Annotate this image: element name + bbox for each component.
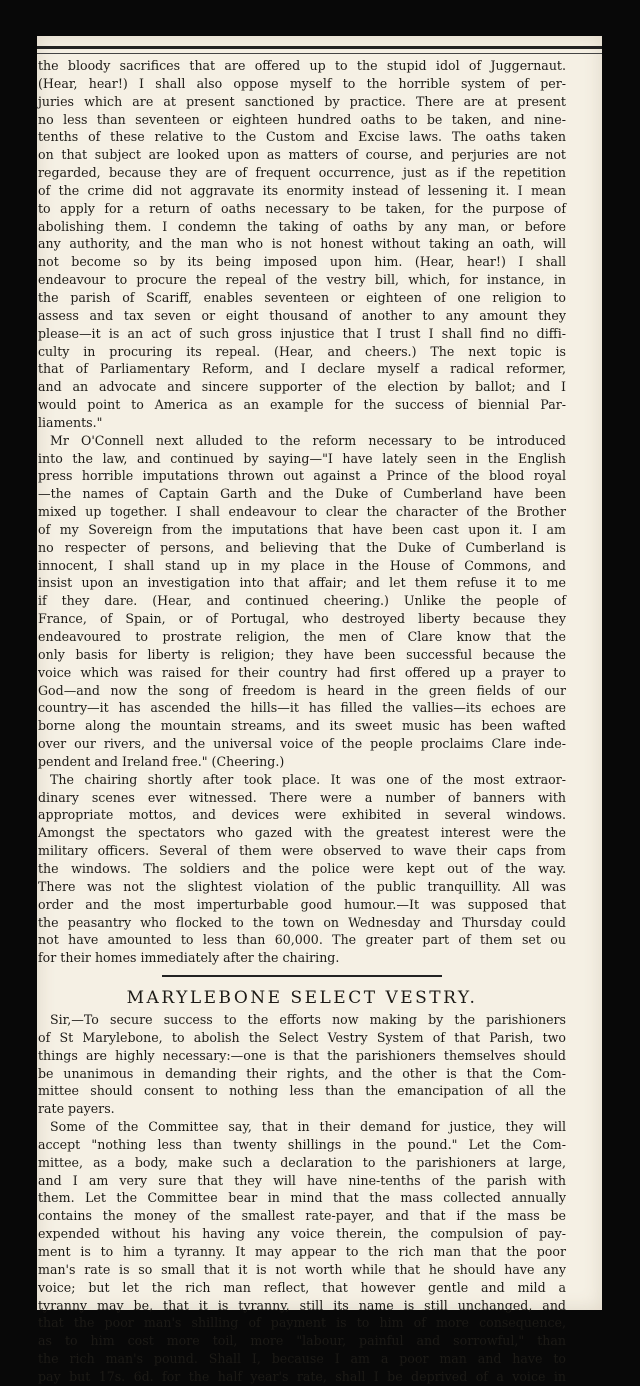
- text-line: culty in procuring its repeal. (Hear, and cheers.) The next topic is: [38, 343, 566, 359]
- text-line: endeavoured to prostrate religion, the men of Clare know that the: [38, 629, 566, 644]
- text-line: contains the money of the smallest rate-payer, and that if the mass be: [38, 1208, 566, 1224]
- article-marylebone-vestry: [38, 1011, 566, 1386]
- text-line: juries which are at present sanctioned by practice. There are at present: [38, 93, 566, 109]
- text-line: mixed up together. I shall endeavour to clear the character of the Brother: [38, 504, 566, 520]
- text-line: tyranny may be, that it is tyranny, still its name is still unchanged, and: [38, 1297, 566, 1313]
- text-line: dinary scenes ever witnessed. There were a number of banners with: [38, 789, 566, 805]
- text-line: over our rivers, and the universal voice of the people proclaims Clare inde-: [38, 736, 566, 752]
- text-line: into the law, and continued by saying—"I have lately seen in the English: [38, 450, 566, 466]
- text-line: (Hear, hear!) I shall also oppose myself to the horrible system of per-: [38, 75, 566, 91]
- text-line: liaments.": [38, 414, 103, 430]
- text-line: and an advocate and sincere supporter of the election by ballot; and I: [38, 379, 566, 395]
- text-line: press horrible imputations thrown out against a Prince of the blood royal: [38, 468, 566, 484]
- text-line: of the crime did not aggravate its enormity instead of lessening it. I mean: [38, 182, 566, 198]
- text-line: appropriate mottos, and devices were exhibited in several windows.: [38, 807, 566, 823]
- text-line: no less than seventeen or eighteen hundred oaths to be taken, and nine-: [38, 111, 566, 127]
- text-line: only basis for liberty is religion; they have been successful because the: [38, 646, 566, 662]
- newspaper-clipping: [37, 36, 602, 1384]
- text-line: for their homes immediately after the chairing.: [38, 950, 340, 966]
- text-line: insist upon an investigation into that affair; and let them refuse it to me: [38, 575, 566, 591]
- text-line: order and the most imperturbable good humour.—It was supposed that: [38, 896, 566, 912]
- text-line: tenths of these relative to the Custom and Excise laws. The oaths taken: [38, 129, 566, 145]
- top-rule: [37, 46, 602, 54]
- text-line: The chairing shortly after took place. It was one of the most extraor-: [50, 771, 566, 787]
- text-line: on that subject are looked upon as matters of course, and perjuries are not: [38, 147, 566, 163]
- text-line: things are highly necessary:—one is that the parishioners themselves should: [38, 1047, 566, 1063]
- text-line: as to him cost more toil, more "labour, painful and sorrowful," than: [38, 1333, 566, 1349]
- text-line: mittee should consent to nothing less than the emancipation of all the: [38, 1083, 566, 1099]
- text-line: Sir,—To secure success to the efforts now making by the parishioners: [50, 1012, 566, 1028]
- text-column: [38, 57, 566, 1386]
- text-line: the peasantry who flocked to the town on Wednesday and Thursday could: [38, 914, 566, 930]
- text-line: Mr O'Connell next alluded to the reform necessary to be introduced: [50, 432, 566, 448]
- text-line: the parish of Scariff, enables seventeen or eighteen of one religion to: [38, 289, 566, 305]
- text-line: man's rate is so small that it is not worth while that he should have any: [38, 1261, 566, 1277]
- text-line: please—it is an act of such gross injustice that I trust I shall find no diffi-: [38, 325, 566, 341]
- text-line: would point to America as an example for the success of biennial Par-: [38, 397, 566, 413]
- text-line: innocent, I shall stand up in my place in the House of Commons, and: [38, 557, 566, 573]
- text-line: them. Let the Committee bear in mind that the mass collected annually: [38, 1190, 566, 1206]
- text-line: and I am very sure that they will have nine-tenths of the parish with: [38, 1172, 566, 1188]
- text-line: rate payers.: [38, 1101, 115, 1117]
- text-line: regarded, because they are of frequent occurrence, just as if the repetition: [38, 165, 566, 181]
- text-line: accept "nothing less than twenty shillings in the pound." Let the Com-: [38, 1136, 566, 1152]
- text-line: country—it has ascended the hills—it has filled the vallies—its echoes are: [38, 700, 566, 716]
- section-divider: [162, 975, 442, 977]
- text-line: pendent and Ireland free." (Cheering.): [38, 753, 285, 769]
- text-line: of my Sovereign from the imputations that have been cast upon it. I am: [38, 521, 566, 537]
- text-line: any authority, and the man who is not honest without taking an oath, will: [38, 236, 566, 252]
- text-line: voice which was raised for their country had first offered up a prayer to: [38, 664, 566, 680]
- text-line: to apply for a return of oaths necessary to be taken, for the purpose of: [38, 200, 566, 216]
- text-line: assess and tax seven or eight thousand of another to any amount they: [38, 307, 566, 323]
- text-line: the windows. The soldiers and the police were kept out of the way.: [38, 860, 566, 876]
- text-line: be unanimous in demanding their rights, and the other is that the Com-: [38, 1065, 566, 1081]
- text-line: military officers. Several of them were observed to wave their caps from: [38, 843, 566, 859]
- text-line: not become so by its being imposed upon him. (Hear, hear!) I shall: [38, 254, 566, 270]
- text-line: mittee, as a body, make such a declaration to the parishioners at large,: [38, 1154, 566, 1170]
- text-line: —the names of Captain Garth and the Duke of Cumberland have been: [38, 486, 566, 502]
- text-line: not have amounted to less than 60,000. The greater part of them set ou: [38, 932, 566, 948]
- text-line: There was not the slightest violation of the public tranquillity. All was: [38, 878, 566, 894]
- text-line: Some of the Committee say, that in their demand for justice, they will: [50, 1119, 566, 1135]
- text-line: of St Marylebone, to abolish the Select Vestry System of that Parish, two: [38, 1029, 566, 1045]
- text-line: if they dare. (Hear, and continued cheering.) Unlike the people of: [38, 593, 566, 609]
- text-line: Amongst the spectators who gazed with the greatest interest were the: [38, 825, 566, 841]
- text-line: voice; but let the rich man reflect, that however gentle and mild a: [38, 1279, 566, 1295]
- text-line: France, of Spain, or of Portugal, who destroyed liberty because they: [38, 611, 566, 627]
- text-line: pay but 17s. 6d. for the half year's rate, shall I be deprived of a voice in: [38, 1368, 566, 1384]
- text-line: borne along the mountain streams, and its sweet music has been wafted: [38, 718, 566, 734]
- article-oconnell-speech: [38, 57, 566, 967]
- article-heading: MARYLEBONE SELECT VESTRY.: [126, 988, 478, 1009]
- text-line: that of Parliamentary Reform, and I declare myself a radical reformer,: [38, 361, 566, 377]
- text-line: expended without his having any voice therein, the compulsion of pay-: [38, 1226, 566, 1242]
- text-line: no respecter of persons, and believing that the Duke of Cumberland is: [38, 539, 566, 555]
- text-line: the rich man's pound. Shall I, because I am a poor man and have to: [38, 1351, 566, 1367]
- text-line: that the poor man's shilling of payment is to him of more consequence,: [38, 1315, 566, 1331]
- text-line: God—and now the song of freedom is heard in the green fields of our: [38, 682, 566, 698]
- text-line: the bloody sacrifices that are offered up to the stupid idol of Juggernaut.: [38, 58, 566, 73]
- text-line: abolishing them. I condemn the taking of oaths by any man, or before: [38, 218, 566, 234]
- text-line: endeavour to procure the repeal of the vestry bill, which, for instance, in: [38, 272, 566, 288]
- text-line: ment is to him a tyranny. It may appear to the rich man that the poor: [38, 1244, 566, 1259]
